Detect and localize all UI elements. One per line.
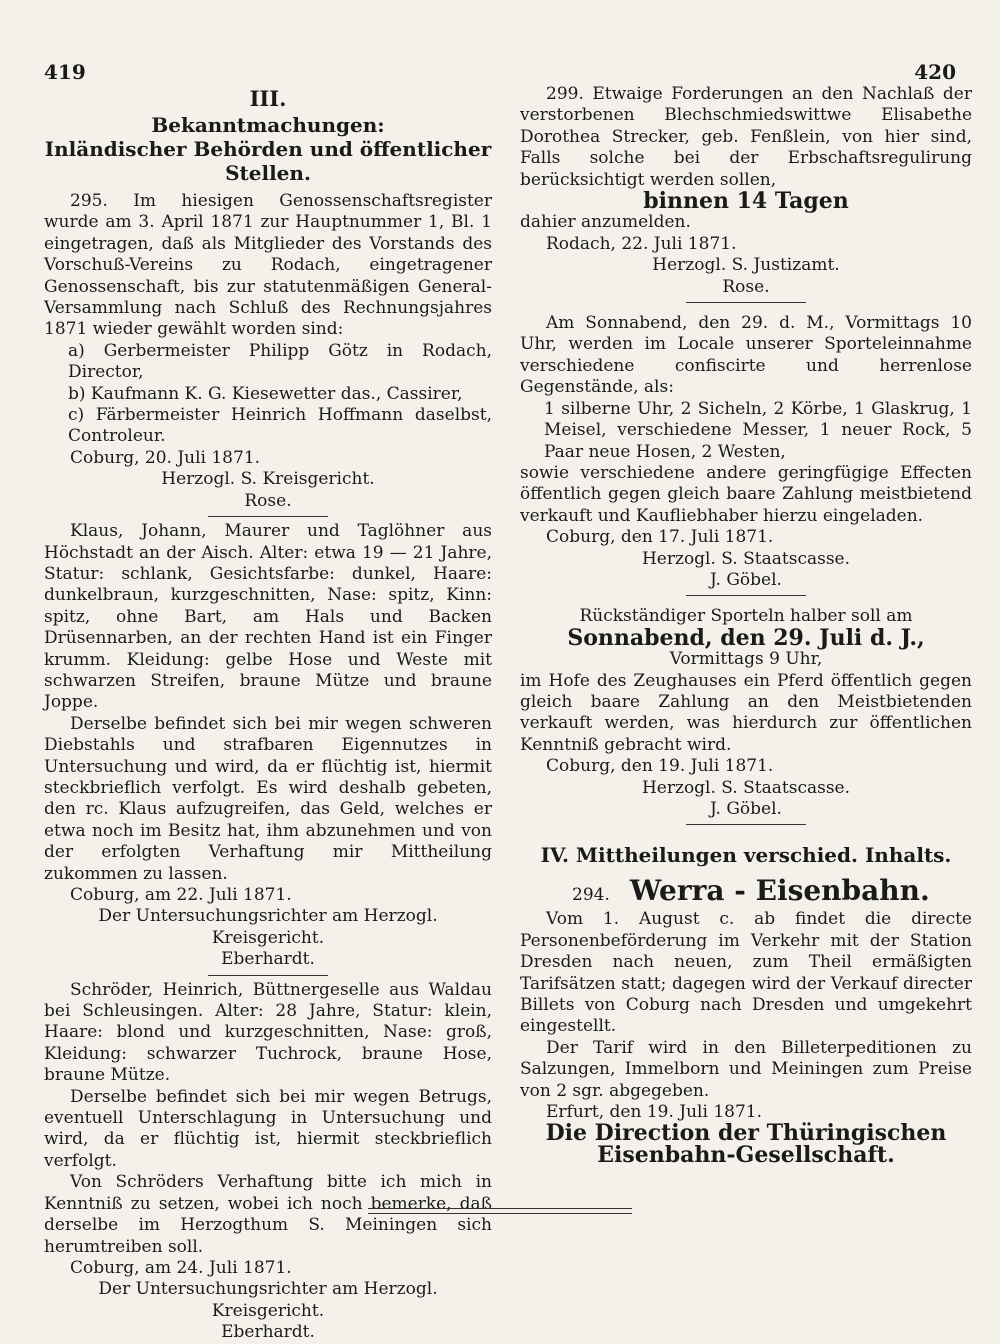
auction-2-intro: Rückständiger Sporteln halber soll am <box>579 606 913 627</box>
section-subtitle: Inländischer Behörden und öffentlicher Stellen. <box>44 137 492 185</box>
notice-295-place: Coburg, 20. Juli 1871. <box>70 447 261 468</box>
notice-295-item-b: b) Kaufmann K. G. Kiesewetter das., Cassirer, <box>68 383 463 404</box>
warrant-schroeder-request: Von Schröders Verhaftung bitte ich mich in Kenntniß zu setzen, wobei ich noch bemerke, daß derselbe im Herzogthum S. Meiningen sich herumtreiben soll. <box>44 1172 492 1257</box>
section-iv-title: IV. Mittheilungen verschied. Inhalts. <box>540 843 952 868</box>
warrant-schroeder-place: Coburg, am 24. Juli 1871. <box>70 1257 292 1278</box>
notice-299-deadline: binnen 14 Tagen <box>643 188 849 215</box>
warrant-klaus-text: Derselbe befindet sich bei mir wegen schweren Diebstahls und strafbaren Eigennutzes in Untersuchung und wird, da er flüchtig ist, hiermit steckbrieflich verfolgt. Es wird deshalb gebeten, den rc. Klaus aufzugreifen, das Geld, welches er etwa noch im Besitz hat, ihm abzunehmen und von der erfolgten Verhaftung mir Mittheilung zukommen zu lassen. <box>44 713 492 884</box>
warrant-schroeder-signature: Eberhardt. <box>221 1322 315 1343</box>
auction-2-place: Coburg, den 19. Juli 1871. <box>546 756 774 777</box>
notice-294-text: Vom 1. August c. ab findet die directe Personenbeförderung im Verkehr mit der Station Dresden nach neuen, zum Theil ermäßigten Tarifsätzen statt; dagegen wird der Verkauf directer Billets von Coburg nach Dresden und umgekehrt eingestellt. <box>520 909 972 1037</box>
auction-1-text: sowie verschiedene andere geringfügige Effecten öffentlich gegen gleich baare Zahlung meistbietend verkauft und Kaufliebhaber hierzu eingeladen. <box>520 462 972 526</box>
section-title: Bekanntmachungen: <box>151 113 385 137</box>
right-column <box>520 84 972 1166</box>
auction-2-date: Sonnabend, den 29. Juli d. J., <box>567 624 925 651</box>
divider <box>208 975 328 976</box>
notice-294-authority-line1: Die Direction der Thüringischen <box>545 1120 947 1147</box>
section-number: III. <box>249 86 287 111</box>
warrant-schroeder-description: Schröder, Heinrich, Büttnergeselle aus Waldau bei Schleusingen. Alter: 28 Jahre, Statur: klein, Haare: blond und kurzgeschnitten, Nase: groß, Kleidung: schwarzer Tuchrock, braune Hose, braune Mütze. <box>44 979 492 1086</box>
notice-294-tariff: Der Tarif wird in den Billeterpeditionen zu Salzungen, Immelborn und Meiningen zum Preise von 2 sgr. abgegeben. <box>520 1037 972 1101</box>
notice-299-end: dahier anzumelden. <box>520 212 691 233</box>
warrant-schroeder-text: Derselbe befindet sich bei mir wegen Betrugs, eventuell Unterschlagung in Untersuchung und wird, da er flüchtig ist, hiermit steckbrieflich verfolgt. <box>44 1086 492 1171</box>
auction-1-intro: Am Sonnabend, den 29. d. M., Vormittags 10 Uhr, werden im Locale unserer Sporteleinnahme verschiedene confiscirte und herrenlose Gegenstände, als: <box>520 313 972 398</box>
divider <box>686 595 806 596</box>
auction-1-items: 1 silberne Uhr, 2 Sicheln, 2 Körbe, 1 Glaskrug, 1 Meisel, verschiedene Messer, 1 neuer Rock, 5 Paar neue Hosen, 2 Westen, <box>544 398 972 462</box>
auction-1-authority: Herzogl. S. Staatscasse. <box>641 548 851 569</box>
warrant-klaus-place: Coburg, am 22. Juli 1871. <box>70 885 292 905</box>
divider <box>686 302 806 303</box>
notice-295-item-a: a) Gerbermeister Philipp Götz in Rodach, Director, <box>68 340 492 383</box>
warrant-klaus-description: Klaus, Johann, Maurer und Taglöhner aus Höchstadt an der Aisch. Alter: etwa 19 — 21 Jahre, Statur: schlank, Gesichtsfarbe: dunkel, Haare: dunkelbraun, kurzgeschnitten, Nase: spitz, Kinn: spitz, ohne Bart, am Hals und Backen Drüsennarben, an der rechten Hand ist ein Finger krumm. Kleidung: gelbe Hose und Weste mit schwarzen Streifen, braune Mütze und braune Joppe. <box>44 521 492 713</box>
notice-295-authority: Herzogl. S. Kreisgericht. <box>161 469 375 490</box>
warrant-klaus-signature: Eberhardt. <box>221 949 315 970</box>
left-column <box>44 84 492 1344</box>
auction-1-signature: J. Göbel. <box>710 569 782 590</box>
notice-294-place: Erfurt, den 19. Juli 1871. <box>546 1102 762 1123</box>
notice-295-signature: Rose. <box>244 490 292 511</box>
divider <box>208 516 328 517</box>
page-number-left: 419 <box>44 60 86 84</box>
page-end-rule <box>368 1208 632 1214</box>
notice-295: 295. Im hiesigen Genossenschaftsregister wurde am 3. April 1871 zur Hauptnummer 1, Bl. 1 eingetragen, daß als Mitglieder des Vorstands des Vorschuß-Vereins zu Rodach, eingetragener Genossenschaft, bis zur statutenmäßigen General-Versammlung nach Schluß des Rechnungsjahres 1871 wieder gewählt worden sind: <box>44 191 492 340</box>
notice-299-authority: Herzogl. S. Justizamt. <box>652 255 840 276</box>
auction-2-text: im Hofe des Zeughauses ein Pferd öffentlich gegen gleich baare Zahlung an den Meistbietenden verkauft werden, was hierdurch zur öffentlichen Kenntniß gebracht wird. <box>520 670 972 755</box>
notice-294-number: 294. <box>572 885 610 906</box>
divider <box>686 824 806 825</box>
notice-299-signature: Rose. <box>722 276 770 297</box>
warrant-klaus-authority: Der Untersuchungsrichter am Herzogl. Kreisgericht. <box>98 906 438 948</box>
page-number-right: 420 <box>914 60 956 84</box>
notice-295-item-c: c) Färbermeister Heinrich Hoffmann daselbst, Controleur. <box>68 405 492 447</box>
auction-1-place: Coburg, den 17. Juli 1871. <box>546 527 774 548</box>
auction-2-authority: Herzogl. S. Staatscasse. <box>641 777 851 798</box>
notice-299-place: Rodach, 22. Juli 1871. <box>546 233 737 254</box>
auction-2-time: Vormittags 9 Uhr, <box>669 649 823 670</box>
warrant-schroeder-authority: Der Untersuchungsrichter am Herzogl. Kreisgericht. <box>98 1279 438 1321</box>
auction-2-signature: J. Göbel. <box>710 799 782 819</box>
notice-294-authority-line2: Eisenbahn-Gesellschaft. <box>597 1141 895 1168</box>
notice-294-title: Werra - Eisenbahn. <box>629 874 930 908</box>
notice-299: 299. Etwaige Forderungen an den Nachlaß der verstorbenen Blechschmiedswittwe Elisabethe Dorothea Strecker, geb. Fenßlein, von hier sind, Falls solche bei der Erbschaftsregulirung berücksichtigt werden sollen, <box>520 84 972 190</box>
